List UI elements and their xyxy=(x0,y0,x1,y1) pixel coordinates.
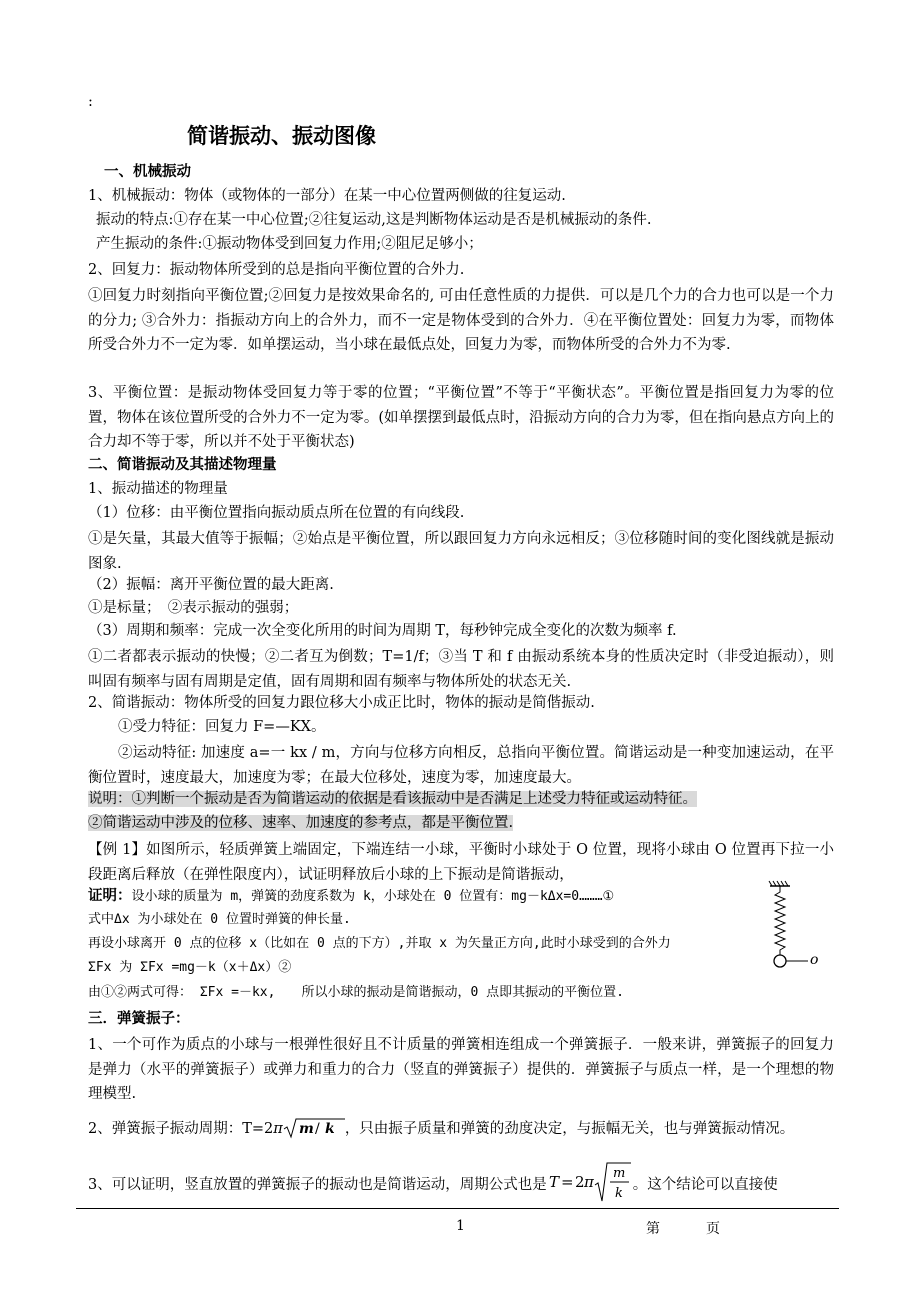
proof-label: 证明： xyxy=(88,887,132,904)
page-number: 1 xyxy=(456,1218,465,1234)
s2-line2: （1）位移：由平衡位置指向振动质点所在位置的有向线段. xyxy=(88,505,465,521)
period-text-a: 2、弹簧振子振动周期：T=2 xyxy=(88,1121,274,1137)
s2-line5: （3）周期和频率：完成一次全变化所用的时间为周期 T，每秒钟完成全变化的次数为频率 f. xyxy=(88,623,677,639)
page-title: 简谐振动、振动图像 xyxy=(187,123,376,148)
period-formula xyxy=(547,1161,633,1203)
note-line1: 说明：①判断一个振动是否为简谐运动的依据是看该振动中是否满足上述受力特征或运动特征。 xyxy=(88,791,697,807)
example1-text: 【例 1】如图所示，轻质弹簧上端固定，下端连结一小球，平衡时小球处于 O 位置，现将小球由 O 位置再下拉一小段距离后释放（在弹性限度内），试证明释放后小球的上下振动是简谐振动， xyxy=(88,842,834,883)
s2-line3: （2）振幅：离开平衡位置的最大距离. xyxy=(88,577,334,593)
section1-heading: 一、机械振动 xyxy=(104,163,191,180)
svg-text:=: = xyxy=(560,1173,574,1191)
s2-line4: ①是标量； ②表示振动的强弱； xyxy=(88,600,299,616)
pi-symbol: π xyxy=(273,1121,283,1137)
proof-line2: 式中Δx 为小球处在 0 位置时弹簧的伸长量. xyxy=(88,912,351,927)
s1-line1: 1、机械振动：物体（或物体的一部分）在某一中心位置两侧做的往复运动. xyxy=(88,188,566,204)
s3-period-line xyxy=(88,1117,794,1139)
s2-paragraph1: ①是矢量，其最大值等于振幅；②始点是平衡位置，所以跟回复力方向永远相反；③位移随时间的变化图线就是振动图象. xyxy=(88,531,834,572)
s2-paragraph3: ②运动特征: 加速度 a=一 kx / m，方向与位移方向相反，总指向平衡位置。简谐运动是一种变加速运动，在平衡位置时，速度最大，加速度为零；在最大位移处，速度为零，加速度最大。 xyxy=(88,745,834,786)
proof-line5: 由①②两式可得： ΣFx =－kx, 所以小球的振动是简谐振动，0 点即其振动的平衡位置. xyxy=(88,985,624,1000)
figure-label-o: o xyxy=(810,952,819,968)
s1-line3: 产生振动的条件:①振动物体受到回复力作用;②阻尼足够小； xyxy=(96,236,483,252)
spring-ball-figure xyxy=(768,880,828,975)
sqrt-m-over-k xyxy=(283,1117,345,1139)
s2-line7: ①受力特征：回复力 F=—KX。 xyxy=(118,719,326,735)
period-text-b: ，只由振子质量和弹簧的劲度决定，与振幅无关，也与弹簧振动情况。 xyxy=(344,1121,795,1137)
section3-heading: 三．弹簧振子： xyxy=(88,1010,190,1027)
note-line2: ②简谐运动中涉及的位移、速率、加速度的参考点，都是平衡位置. xyxy=(88,815,514,831)
footer-ye: 页 xyxy=(706,1221,720,1237)
vertical-text-b: 。这个结论可以直接使 xyxy=(632,1177,778,1193)
section2-heading: 二、简谐振动及其描述物理量 xyxy=(88,456,277,473)
vertical-text-a: 3、可以证明，竖直放置的弹簧振子的振动也是简谐运动，周期公式也是 xyxy=(88,1177,547,1193)
svg-text:π: π xyxy=(583,1173,594,1191)
s2-line6: 2、简谐振动：物体所受的回复力跟位移大小成正比时，物体的振动是简偕振动. xyxy=(88,695,595,711)
s1-paragraph1: ①回复力时刻指向平衡位置;②回复力是按效果命名的, 可由任意性质的力提供．可以是几个力的合力也可以是一个力的分力; ③合外力：指振动方向上的合外力，而不一定是物体受到的合外力．④在平衡位置处：回复力为零，而物体所受合外力不一定为零．如单摆运动，当小球在最低点处，回复力为零，而物体所受的合外力不为零. xyxy=(88,288,834,353)
s2-paragraph2: ①二者都表示振动的快慢；②二者互为倒数；T=1/f；③当 T 和 f 由振动系统本身的性质决定时（非受迫振动），则叫固有频率与固有周期是定值，固有周期和固有频率与物体所处的状态无关. xyxy=(88,649,834,690)
svg-text:2: 2 xyxy=(574,1173,585,1191)
s1-line4: 2、回复力：振动物体所受到的总是指向平衡位置的合外力. xyxy=(88,262,465,278)
svg-text:k: k xyxy=(324,1121,335,1137)
svg-text:m: m xyxy=(298,1121,314,1137)
proof-line1: 设小球的质量为 m，弹簧的劲度系数为 k，小球处在 0 位置有：mg－kΔx=0………① xyxy=(131,889,615,904)
footer-divider xyxy=(76,1208,839,1209)
proof-line3: 再设小球离开 0 点的位移 x（比如在 0 点的下方）,并取 x 为矢量正方向,此时小球受到的合外力 xyxy=(88,936,671,951)
svg-text:T: T xyxy=(548,1173,559,1191)
svg-text:k: k xyxy=(614,1186,623,1201)
svg-text:m: m xyxy=(612,1166,626,1181)
footer-di: 第 xyxy=(646,1221,660,1237)
s1-line2: 振动的特点:①存在某一中心位置;②往复运动,这是判断物体运动是否是机械振动的条件. xyxy=(96,212,652,228)
s3-vertical-line xyxy=(88,1161,778,1203)
top-mark: : xyxy=(88,94,93,110)
svg-text:/: / xyxy=(314,1121,320,1137)
s3-paragraph1: 1、一个可作为质点的小球与一根弹性很好且不计质量的弹簧相连组成一个弹簧振子．一般来讲，弹簧振子的回复力是弹力（水平的弹簧振子）或弹力和重力的合力（竖直的弹簧振子）提供的．弹簧振子与质点一样，是一个理想的物理模型. xyxy=(88,1037,834,1102)
proof-line4: ΣFx 为 ΣFx =mg－k（x＋Δx）② xyxy=(88,960,292,975)
s2-line1: 1、振动描述的物理量 xyxy=(88,481,228,497)
s1-paragraph2: 3、平衡位置：是振动物体受回复力等于零的位置；“平衡位置”不等于“平衡状态”。平衡位置是指回复力为零的位置，物体在该位置所受的合外力不一定为零。(如单摆摆到最低点时，沿振动方向的合力为零，但在指向悬点方向上的合力却不等于零，所以并不处于平衡状态) xyxy=(88,385,834,450)
